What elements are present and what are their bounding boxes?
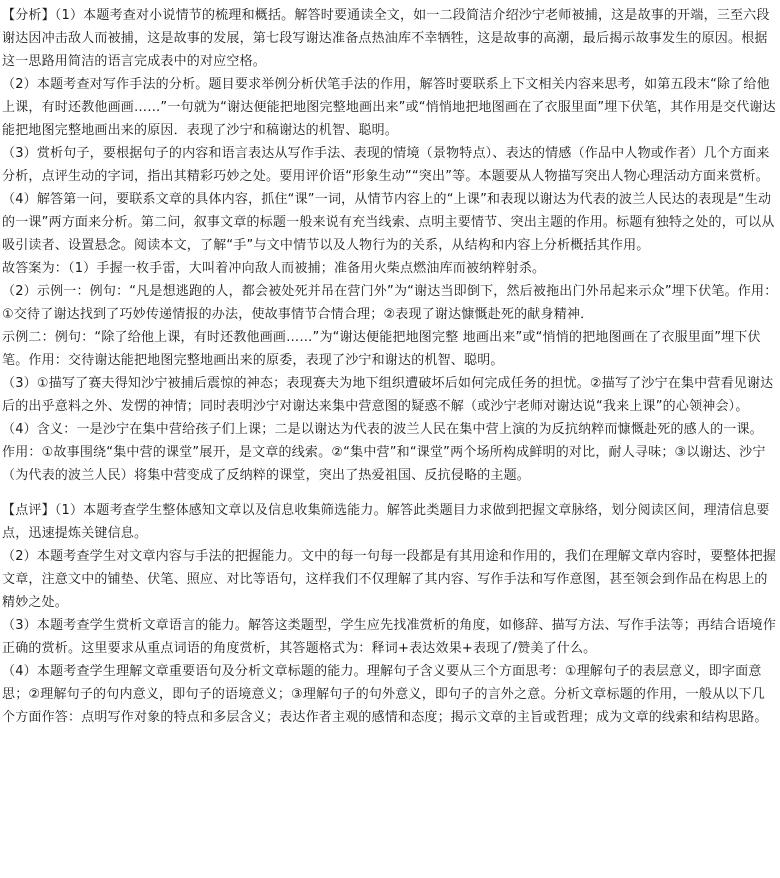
analysis-section [2,4,778,487]
answer-paragraph-1: 故答案为：（1）手握一枚手雷，大叫着冲向敌人而被捕；准备用火柴点燃油库而被纳粹射杀。 [2,261,546,276]
answer-paragraph-2: （2）示例一：例句：“凡是想逃跑的人，都会被处死并吊在营门外”为“谢达当即倒下，然后被拖出门外吊起来示众”埋下伏笔。作用：①交待了谢达找到了巧妙传递情报的办法，使故事情节合情合理；②表现了谢达慷慨赴死的献身精神． [2,284,778,322]
analysis-paragraph-4: （4）解答第一问，要联系文章的具体内容，抓住“课”一词，从情节内容上的“上课”和表现以谢达为代表的波兰人民达的表现是“生动的一课”两方面来分析。第二问，叙事文章的标题一般来说有充当线索、点明主要情节、突出主题的作用。标题有独特之处的，可以从吸引读者、设置悬念。阅读本文，了解“手”与文中情节以及人物行为的关系，从结构和内容上分析概括其作用。 [2,192,775,253]
answer-paragraph-4-function: 作用：①故事围绕“集中营的课堂”展开，是文章的线索。②“集中营”和“课堂”两个场所构成鲜明的对比，耐人寻味；③以谢达、沙宁（为代表的波兰人民）将集中营变成了反纳粹的课堂，突出了热爱祖国、反抗侵略的主题。 [2,445,766,483]
comment-paragraph-4: （4）本题考查学生理解文章重要语句及分析文章标题的能力。理解句子含义要从三个方面思考：①理解句子的表层意义，即字面意思；②理解句子的句内意义，即句子的语境意义；③理解句子的句外意义，即句子的言外之意。分析文章标题的作用，一般从以下几个方面作答：点明写作对象的特点和多层含义；表达作者主观的感情和态度；揭示文章的主旨或哲理；成为文章的线索和结构思路。 [2,664,768,725]
answer-paragraph-2-example-2: 示例二：例句：“除了给他上课，有时还教他画画……”为“谢达便能把地图完整 地画出来”或“悄悄的把地图画在了衣服里面”埋下伏笔。作用：交待谢达能把地图完整地画出来的原委，表现了沙宁和谢达的机智、聪明。 [2,330,761,368]
analysis-paragraph-3: （3）赏析句子，要根据句子的内容和语言表达从写作手法、表现的情境（景物特点）、表达的情感（作品中人物或作者）几个方面来分析，点评生动的字词，指出其精彩巧妙之处。要用评价语“形象生动”“突出”等。本题要从人物描写突出人物心理活动方面来赏析。 [2,146,770,184]
analysis-paragraph-2: （2）本题考查对写作手法的分析。题目要求举例分析伏笔手法的作用，解答时要联系上下文相关内容来思考，如第五段末“除了给他上课，有时还教他画画……”一句就为“谢达便能把地图完整地画出来”或“悄悄地把地图画在了衣服里面”埋下伏笔，其作用是交代谢达能把地图完整地画出来的原因．表现了沙宁和稿谢达的机智、聪明。 [2,77,776,138]
comment-paragraph-2: （2）本题考查学生对文章内容与手法的把握能力。文中的每一句每一段都是有其用途和作用的，我们在理解文章内容时，要整体把握文章，注意文中的铺垫、伏笔、照应、对比等语句，这样我们不仅理解了其内容、写作手法和写作意图，甚至领会到作品在构思上的精妙之处。 [2,549,777,610]
answer-paragraph-3: （3）①描写了赛夫得知沙宁被捕后震惊的神态；表现赛夫为地下组织遭破坏后如何完成任务的担忧。②描写了沙宁在集中营看见谢达后的出乎意料之外、发愣的神情；同时表明沙宁对谢达来集中营意图的疑惑不解（或沙宁老师对谢达说“我来上课”的心领神会）。 [2,376,774,414]
analysis-paragraph-1: 【分析】（1）本题考查对小说情节的梳理和概括。解答时要通读全文，如一二段简洁介绍沙宁老师被捕，这是故事的开端，三至六段谢达因冲击敌人而被捕，这是故事的发展，第七段写谢达准备点热油库不幸牺牲，这是故事的高潮，最后揭示故事发生的原因。根据这一思路用简洁的语言完成表中的对应空格。 [2,8,770,69]
section-divider-space [2,487,778,499]
comment-section [2,499,778,729]
answer-paragraph-4-meaning: （4）含义：一是沙宁在集中营给孩子们上课；二是以谢达为代表的波兰人民在集中营上演的为反抗纳粹而慷慨赴死的感人的一课。 [2,422,763,437]
comment-paragraph-1: 【点评】（1）本题考查学生整体感知文章以及信息收集筛选能力。解答此类题目力求做到把握文章脉络，划分阅读区间，理清信息要点，迅速提炼关键信息。 [2,503,770,541]
comment-paragraph-3: （3）本题考查学生赏析文章语言的能力。解答这类题型，学生应先找准赏析的角度，如修辞、描写方法、写作手法等；再结合语境作正确的赏析。这里要求从重点词语的角度赏析，其答题格式为：释词+表达效果+表现了/赞美了什么。 [2,618,777,656]
